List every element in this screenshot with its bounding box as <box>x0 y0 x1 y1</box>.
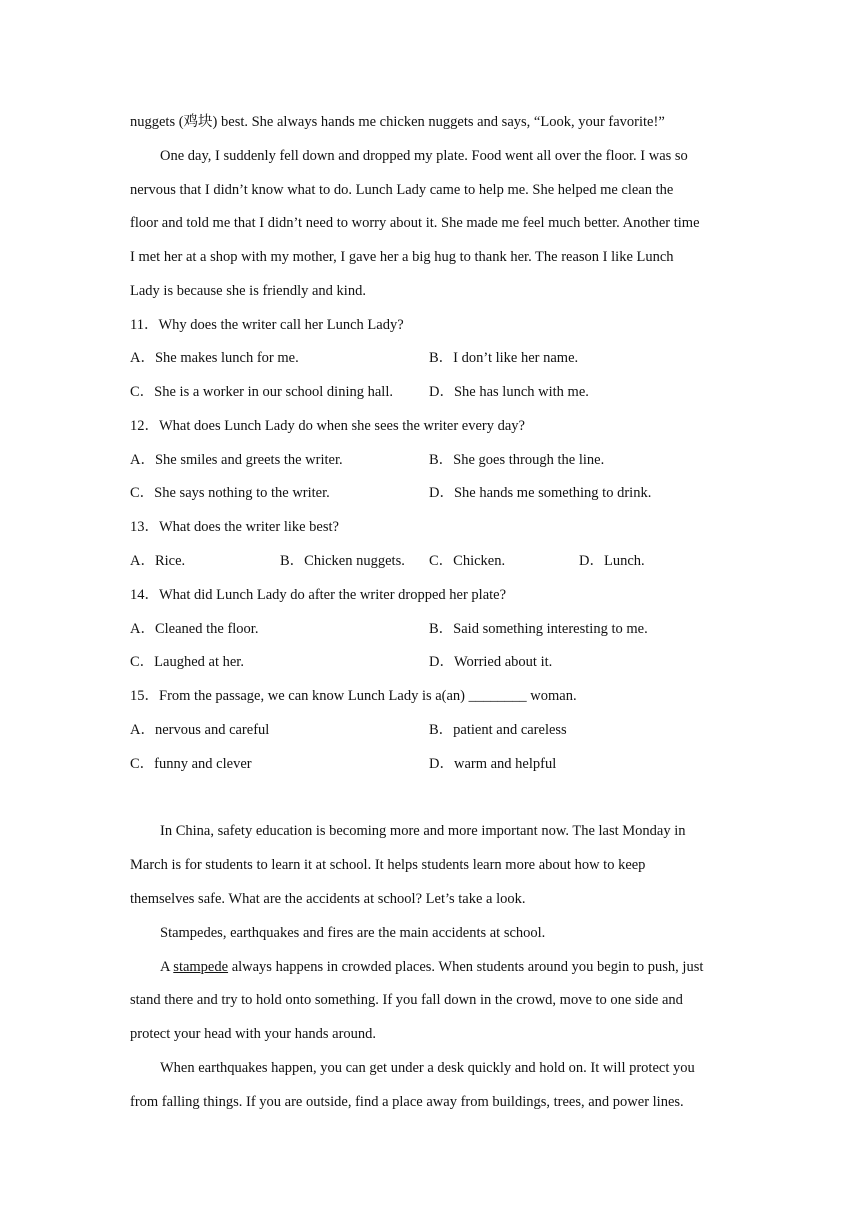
option-a: A．nervous and careful <box>130 722 270 738</box>
option-b: B．I don’t like her name. <box>429 350 579 366</box>
passage-line <box>160 957 703 977</box>
question-stem: 13．What does the writer like best? <box>130 519 339 535</box>
option-a: A．Rice. <box>130 553 186 569</box>
option-d: D．Lunch. <box>579 553 645 569</box>
question-stem: 14．What did Lunch Lady do after the writer dropped her plate? <box>130 587 507 603</box>
passage-line: One day, I suddenly fell down and dropped my plate. Food went all over the floor. I was so <box>160 148 688 164</box>
passage-line: nervous that I didn’t know what to do. Lunch Lady came to help me. She helped me clean the <box>130 182 674 198</box>
option-d: D．warm and helpful <box>429 756 557 772</box>
passage-line: In China, safety education is becoming more and more important now. The last Monday in <box>160 823 686 839</box>
option-b: B．She goes through the line. <box>429 452 605 468</box>
passage-line: stand there and try to hold onto something. If you fall down in the crowd, move to one side and <box>130 992 683 1008</box>
passage-line: from falling things. If you are outside, find a place away from buildings, trees, and power lines. <box>130 1094 684 1110</box>
option-d: D．She hands me something to drink. <box>429 485 652 501</box>
passage-line: When earthquakes happen, you can get under a desk quickly and hold on. It will protect you <box>160 1060 695 1076</box>
question-stem: 12．What does Lunch Lady do when she sees the writer every day? <box>130 418 525 434</box>
passage-line: floor and told me that I didn’t need to worry about it. She made me feel much better. Another time <box>130 215 700 231</box>
text-span: A <box>160 959 174 975</box>
passage-line: themselves safe. What are the accidents at school? Let’s take a look. <box>130 891 526 907</box>
option-c: C．Laughed at her. <box>130 654 244 670</box>
passage-line: I met her at a shop with my mother, I gave her a big hug to thank her. The reason I like Lunch <box>130 249 674 265</box>
option-c: C．She is a worker in our school dining hall. <box>130 384 393 400</box>
option-d: D．She has lunch with me. <box>429 384 589 400</box>
passage-line: Lady is because she is friendly and kind. <box>130 283 366 299</box>
option-a: A．She makes lunch for me. <box>130 350 299 366</box>
option-a: A．Cleaned the floor. <box>130 621 259 637</box>
option-b: B．Said something interesting to me. <box>429 621 648 637</box>
passage-line: March is for students to learn it at school. It helps students learn more about how to keep <box>130 857 646 873</box>
underlined-word: stampede <box>173 959 229 975</box>
option-b: B．patient and careless <box>429 722 567 738</box>
option-d: D．Worried about it. <box>429 654 553 670</box>
option-c: C．funny and clever <box>130 756 252 772</box>
option-c: C．Chicken. <box>429 553 506 569</box>
option-a: A．She smiles and greets the writer. <box>130 452 343 468</box>
option-b: B．Chicken nuggets. <box>280 553 405 569</box>
passage-line: protect your head with your hands around. <box>130 1026 377 1042</box>
text-span: always happens in crowded places. When students around you begin to push, just <box>228 959 704 975</box>
option-c: C．She says nothing to the writer. <box>130 485 330 501</box>
passage-line: Stampedes, earthquakes and fires are the main accidents at school. <box>160 925 546 941</box>
passage-line: nuggets (鸡块) best. She always hands me chicken nuggets and says, “Look, your favorite!” <box>130 114 665 130</box>
question-stem: 15．From the passage, we can know Lunch Lady is a(an) ________ woman. <box>130 688 577 704</box>
question-stem: 11．Why does the writer call her Lunch Lady? <box>130 317 404 333</box>
